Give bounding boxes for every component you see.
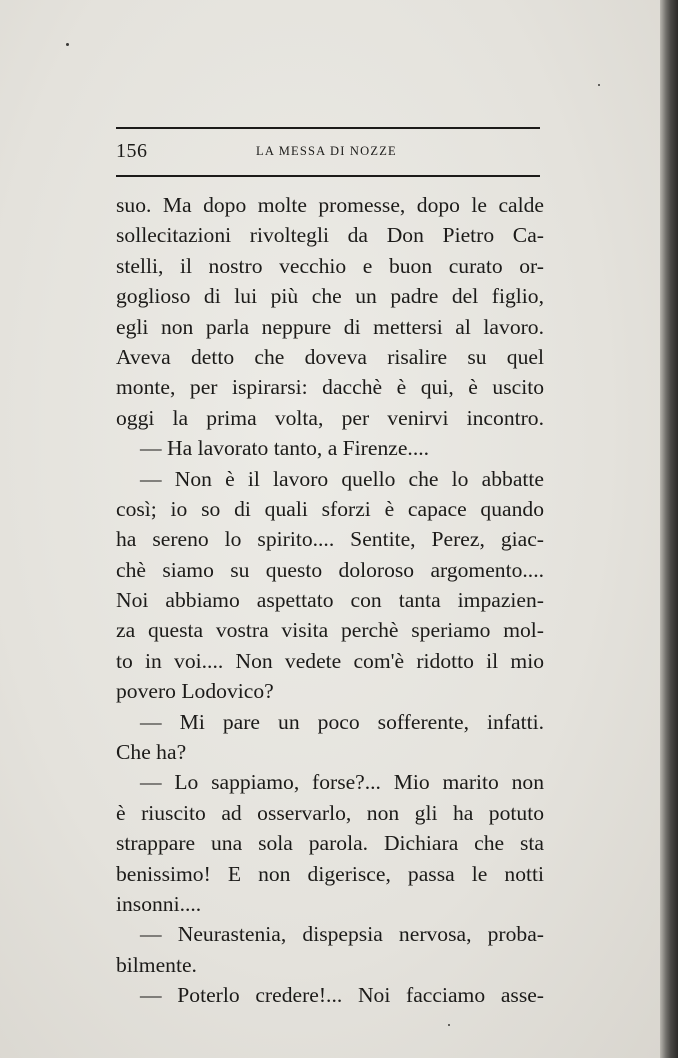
text-line: Noi abbiamo aspettato con tanta impazien- — [116, 588, 544, 613]
page-number: 156 — [116, 140, 148, 162]
page-edge-shadow — [660, 0, 678, 1058]
paper-speck — [448, 1024, 450, 1026]
header-bottom-rule — [116, 175, 540, 177]
page-header — [116, 140, 540, 164]
text-line: — Neurastenia, dispepsia nervosa, proba- — [140, 922, 544, 947]
text-line: insonni.... — [116, 891, 202, 916]
text-line: za questa vostra visita perchè speriamo mol- — [116, 618, 544, 643]
text-line: povero Lodovico? — [116, 679, 274, 704]
text-line: to in voi.... Non vedete com'è ridotto il mio — [116, 648, 544, 673]
text-line: monte, per ispirarsi: dacchè è qui, è uscito — [116, 375, 544, 400]
text-line: — Ha lavorato tanto, a Firenze.... — [140, 436, 430, 461]
text-line: così; io so di quali sforzi è capace quando — [116, 496, 544, 521]
text-line: Che ha? — [116, 740, 187, 765]
header-top-rule — [116, 127, 540, 129]
text-line: — Non è il lavoro quello che lo abbatte — [140, 466, 544, 491]
running-title: LA MESSA DI NOZZE — [256, 144, 397, 158]
text-line: benissimo! E non digerisce, passa le notti — [116, 861, 544, 886]
text-line: — Poterlo credere!... Noi facciamo asse- — [140, 983, 544, 1008]
text-line: oggi la prima volta, per venirvi incontro. — [116, 405, 544, 430]
text-line: sollecitazioni rivoltegli da Don Pietro Ca- — [116, 223, 544, 248]
text-line: chè siamo su questo doloroso argomento.... — [116, 557, 544, 582]
paper-speck — [66, 43, 69, 46]
text-line: strappare una sola parola. Dichiara che sta — [116, 831, 544, 856]
text-line: — Mi pare un poco sofferente, infatti. — [140, 709, 544, 734]
text-line: suo. Ma dopo molte promesse, dopo le calde — [116, 193, 544, 217]
text-line: è riuscito ad osservarlo, non gli ha potuto — [116, 800, 544, 825]
text-line: ha sereno lo spirito.... Sentite, Perez, giac- — [116, 527, 544, 552]
text-line: Aveva detto che doveva risalire su quel — [116, 344, 544, 369]
text-line: egli non parla neppure di mettersi al lavoro. — [116, 314, 544, 339]
text-line: goglioso di lui più che un padre del figlio, — [116, 284, 544, 309]
paper-speck — [598, 84, 600, 86]
text-line: stelli, il nostro vecchio e buon curato or- — [116, 253, 544, 278]
text-line: — Lo sappiamo, forse?... Mio marito non — [140, 770, 544, 795]
text-line: bilmente. — [116, 952, 197, 977]
body-text — [116, 190, 544, 1011]
